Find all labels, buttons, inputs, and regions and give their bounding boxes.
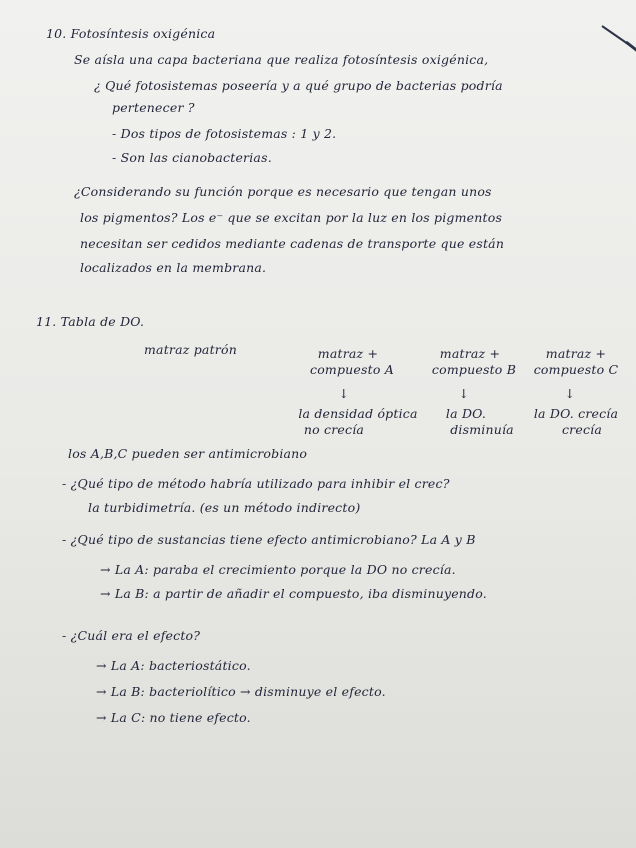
ex11-question-line: - ¿Qué tipo de sustancias tiene efecto antimicrobiano? La A y B: [62, 532, 476, 547]
exercise-10-title: 10. Fotosíntesis oxigénica: [46, 26, 216, 41]
table-col-b-head: compuesto B: [431, 362, 517, 377]
table-col-a-head: matraz +: [317, 346, 379, 361]
ex11-question-line: - ¿Qué tipo de método habría utilizado para inhibir el crec?: [62, 476, 450, 491]
table-col-b-result: la DO.: [445, 406, 487, 421]
ex11-answer-line: la turbidimetría. (es un método indirecto): [88, 500, 361, 515]
ex11-answer-line: → La B: a partir de añadir el compuesto, iba disminuyendo.: [100, 586, 487, 601]
down-arrow-icon: ↓: [338, 386, 350, 401]
table-col-patron: matraz patrón: [144, 342, 237, 357]
ex10-answer-line: los pigmentos? Los e⁻ que se excitan por la luz en los pigmentos: [80, 210, 503, 225]
ex10-answer-line: - Dos tipos de fotosistemas : 1 y 2.: [112, 126, 337, 141]
ex10-question-line: ¿Considerando su función porque es necesario que tengan unos: [74, 184, 492, 199]
table-col-c-head: compuesto C: [533, 362, 619, 377]
ex11-answer-line: → La B: bacteriolítico → disminuye el efecto.: [96, 684, 386, 699]
table-col-c-result: la DO. crecía: [533, 406, 619, 421]
ex11-answer-line: → La C: no tiene efecto.: [96, 710, 251, 725]
down-arrow-icon: ↓: [458, 386, 470, 401]
ex10-question-line: Se aísla una capa bacteriana que realiza fotosíntesis oxigénica,: [74, 52, 489, 67]
exercise-11-title: 11. Tabla de DO.: [36, 314, 145, 329]
table-col-c-head: matraz +: [545, 346, 607, 361]
ex11-note-line: los A,B,C pueden ser antimicrobiano: [68, 446, 308, 461]
down-arrow-icon: ↓: [564, 386, 576, 401]
ex10-answer-line: necesitan ser cedidos mediante cadenas de transporte que están: [80, 236, 505, 251]
ex11-question-line: - ¿Cuál era el efecto?: [62, 628, 201, 643]
ex11-answer-line: → La A: bacteriostático.: [96, 658, 251, 673]
table-col-a-result: no crecía: [303, 422, 365, 437]
table-col-b-result: disminuía: [450, 422, 514, 437]
ex10-answer-line: localizados en la membrana.: [80, 260, 267, 275]
table-col-a-head: compuesto A: [310, 362, 394, 377]
table-col-b-head: matraz +: [439, 346, 501, 361]
ex10-question-line: ¿ Qué fotosistemas poseería y a qué grupo de bacterias podría: [94, 78, 503, 93]
ex10-answer-line: - Son las cianobacterias.: [112, 150, 272, 165]
pen-tip-icon: [598, 20, 636, 60]
table-col-a-result: la densidad óptica: [298, 406, 418, 421]
ex10-question-line: pertenecer ?: [112, 100, 195, 115]
table-col-c-result: crecía: [561, 422, 603, 437]
ex11-answer-line: → La A: paraba el crecimiento porque la DO no crecía.: [100, 562, 456, 577]
